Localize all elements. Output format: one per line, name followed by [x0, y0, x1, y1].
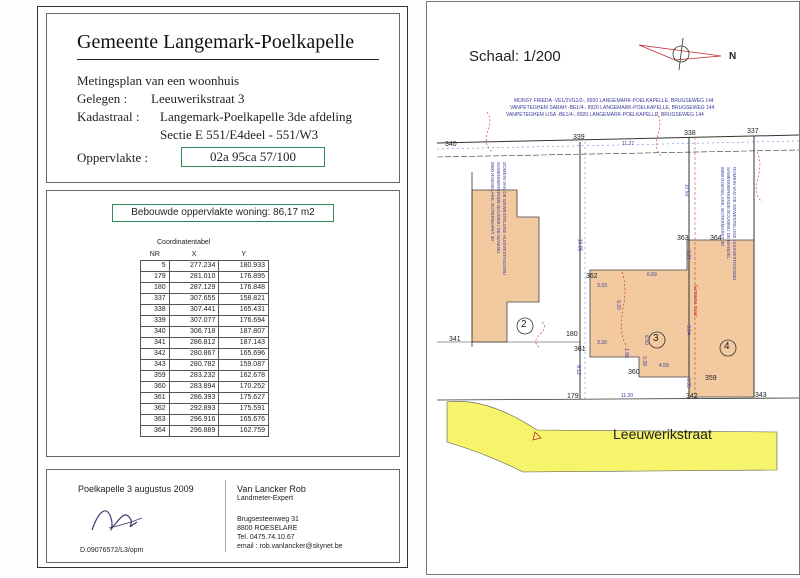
surveyor-name: Van Lancker Rob	[237, 484, 306, 494]
coord-x-cell: 307.441	[169, 305, 219, 316]
table-row	[141, 404, 269, 415]
oppervlakte-value-box: 02a 95ca 57/100	[181, 147, 325, 167]
coord-nr-cell: 363	[141, 415, 170, 426]
coord-y-cell: 175.627	[219, 393, 269, 404]
coord-x-cell: 307.655	[169, 294, 219, 305]
point-341: 341	[449, 336, 461, 343]
owner-line-2: VANPETEGHEM SARAH -BE1/4-, 8920 LANGEMARK-POELKAPELLE, BRUGSEWEG 144	[510, 105, 715, 111]
dim-6-12: 6.12	[574, 365, 581, 375]
table-row	[141, 305, 269, 316]
dim-10-53: 10.53	[683, 183, 690, 197]
coord-nr-cell: 360	[141, 382, 170, 393]
dim-1-88: 1.88	[622, 348, 629, 358]
domain-left-line-1: DOMEIN VAN DE GEWESTELIJKE HUISVESTINGSMIJ	[502, 162, 507, 276]
coord-nr-cell: 343	[141, 360, 170, 371]
coord-header-y: Y	[241, 251, 246, 258]
domain-right-line-3: 8800 ROESELARE, BOTERMARKT 30	[720, 167, 725, 246]
table-box	[46, 190, 400, 457]
coord-nr-cell: 362	[141, 404, 170, 415]
coord-header-nr: NR	[149, 251, 160, 258]
oppervlakte-label: Oppervlakte :	[77, 150, 149, 165]
coord-x-cell: 280.782	[169, 360, 219, 371]
domain-left-text	[489, 162, 507, 276]
coord-x-cell: 286.393	[169, 393, 219, 404]
header-box	[46, 13, 400, 183]
point-360: 360	[628, 369, 640, 376]
right-panel	[426, 1, 800, 575]
coord-x-cell: 292.893	[169, 404, 219, 415]
coord-y-cell: 165.696	[219, 349, 269, 360]
coord-table-body	[141, 261, 269, 437]
coord-x-cell: 283.232	[169, 371, 219, 382]
coord-nr-cell: 5	[141, 261, 170, 272]
dim-11-27: 11.27	[622, 141, 635, 147]
table-row	[141, 261, 269, 272]
title-underline	[77, 59, 379, 60]
coord-y-cell: 162.759	[219, 426, 269, 437]
gelegen-value: Leeuwerikstraat 3	[151, 91, 245, 106]
coord-nr-cell: 341	[141, 338, 170, 349]
surveyor-city: 8800 ROESELARE	[237, 525, 298, 532]
point-362: 362	[586, 273, 598, 280]
coord-table-title: Coordinatentabel	[157, 239, 211, 246]
coord-header-x: X	[191, 251, 197, 258]
coord-nr-cell: 340	[141, 327, 170, 338]
coordinate-table	[140, 250, 269, 437]
dim-6-69: 6.69	[647, 272, 657, 278]
point-363: 363	[677, 235, 689, 242]
domain-left-line-2: SAMENWERKENDE BOUWMIJ DE MANDEL	[496, 162, 501, 255]
coord-x-cell: 307.077	[169, 316, 219, 327]
table-row	[141, 283, 269, 294]
point-179: 179	[567, 393, 579, 400]
coord-x-cell: 280.867	[169, 349, 219, 360]
coord-x-cell: 281.010	[169, 272, 219, 283]
place-date: Poelkapelle 3 augustus 2009	[78, 484, 194, 494]
parcel-number-3: 3	[653, 333, 659, 344]
table-row	[141, 415, 269, 426]
coord-y-cell: 187.807	[219, 327, 269, 338]
coord-y-cell: 165.431	[219, 305, 269, 316]
table-row	[141, 272, 269, 283]
coord-x-cell: 283.894	[169, 382, 219, 393]
coord-y-cell: 176.848	[219, 283, 269, 294]
dim-9-84: 9.84	[684, 325, 691, 335]
surveyor-tel: Tel. 0475.74.10.67	[237, 534, 295, 541]
coord-y-cell: 170.252	[219, 382, 269, 393]
dim-3-95: 3.95	[684, 378, 691, 388]
coord-nr-cell: 364	[141, 426, 170, 437]
coord-y-cell: 176.694	[219, 316, 269, 327]
coord-x-cell: 277.234	[169, 261, 219, 272]
coord-nr-cell: 359	[141, 371, 170, 382]
plan-type: Metingsplan van een woonhuis	[77, 73, 240, 88]
north-label: N	[729, 51, 737, 62]
coord-nr-cell: 342	[141, 349, 170, 360]
reference-code: D.09076572/L3/opm	[80, 547, 144, 554]
point-337: 337	[747, 128, 759, 135]
footer-box	[46, 469, 400, 563]
coord-x-cell: 296.889	[169, 426, 219, 437]
bebouwde-box: Bebouwde oppervlakte woning: 86,17 m2	[112, 204, 334, 222]
dim-6-50: 6.50	[642, 335, 649, 345]
street-name: Leeuwerikstraat	[613, 426, 712, 442]
coord-y-cell: 176.895	[219, 272, 269, 283]
surveyor-title: Landmeter-Expert	[237, 495, 294, 502]
divider-vertical	[225, 480, 226, 552]
dim-3-21: 3.21	[684, 250, 691, 260]
coord-nr-cell: 337	[141, 294, 170, 305]
domain-right-line-2: SAMENWERKENDE BOUWMIJ DE MANDEL	[726, 167, 731, 260]
coord-y-cell: 175.591	[219, 404, 269, 415]
coord-x-cell: 286.812	[169, 338, 219, 349]
dim-11-20: 11.20	[621, 393, 634, 399]
table-row	[141, 371, 269, 382]
shared-wall-label: Gemene muur	[691, 285, 698, 317]
surveyor-email: email : rob.vanlancker@skynet.be	[237, 543, 343, 550]
dim-3-30: 3.30	[597, 340, 607, 346]
coord-x-cell: 296.916	[169, 415, 219, 426]
kadastraal-value: Langemark-Poelkapelle 3de afdeling	[160, 109, 353, 124]
street-area	[447, 401, 777, 472]
coord-y-cell: 159.087	[219, 360, 269, 371]
coord-y-cell: 180.933	[219, 261, 269, 272]
dim-4-59: 4.59	[659, 363, 669, 369]
point-180: 180	[566, 331, 578, 338]
dim-10-05: 10.05	[576, 238, 583, 252]
coord-y-cell: 165.676	[219, 415, 269, 426]
parcel-number-4: 4	[724, 341, 730, 352]
scale-label: Schaal: 1/200	[469, 48, 561, 65]
point-343: 343	[755, 392, 767, 399]
point-361: 361	[574, 346, 586, 353]
coord-nr-cell: 339	[141, 316, 170, 327]
table-row	[141, 349, 269, 360]
sectie-value: Sectie E 551/E4deel - 551/W3	[160, 127, 319, 142]
point-359: 359	[705, 375, 717, 382]
coord-y-cell: 158.821	[219, 294, 269, 305]
table-row	[141, 393, 269, 404]
coord-nr-cell: 180	[141, 283, 170, 294]
table-row	[141, 426, 269, 437]
coord-nr-cell: 361	[141, 393, 170, 404]
gelegen-label: Gelegen :	[77, 91, 128, 106]
table-row	[141, 382, 269, 393]
coord-y-cell: 187.143	[219, 338, 269, 349]
coord-nr-cell: 179	[141, 272, 170, 283]
kadastraal-label: Kadastraal :	[77, 109, 140, 124]
coord-x-cell: 287.129	[169, 283, 219, 294]
table-row	[141, 338, 269, 349]
signature-image	[87, 500, 147, 540]
owner-line-1: MONSY FRIEDA -VE1/2VG1/2-, 8920 LANGEMARK-POELKAPELLE, BRUGSEWEG 144	[514, 98, 714, 104]
point-342: 342	[686, 393, 698, 400]
site-plan-drawing	[427, 2, 799, 574]
left-panel	[37, 6, 408, 568]
dim-3-33: 3.33	[597, 283, 607, 289]
point-340: 340	[445, 141, 457, 148]
point-364: 364	[710, 235, 722, 242]
coord-nr-cell: 338	[141, 305, 170, 316]
point-339: 339	[573, 134, 585, 141]
point-338: 338	[684, 130, 696, 137]
dim-9-20: 9.20	[614, 300, 621, 310]
table-row	[141, 360, 269, 371]
municipality-title: Gemeente Langemark-Poelkapelle	[77, 31, 355, 53]
owner-line-3: VANPETEGHEM LISA -BE1/4-, 8920 LANGEMARK-POELKAPELLE, BRUGSEWEG 144	[506, 112, 704, 118]
domain-right-text	[719, 167, 737, 281]
table-row	[141, 316, 269, 327]
coord-y-cell: 162.678	[219, 371, 269, 382]
coord-x-cell: 306.718	[169, 327, 219, 338]
dim-0-39: 0.39	[640, 356, 647, 366]
domain-right-line-1: DOMEIN VAN DE GEWESTELIJKE HUISVESTINGSMIJ	[732, 167, 737, 281]
table-row	[141, 327, 269, 338]
table-row	[141, 294, 269, 305]
surveyor-street: Brugsesteenweg 31	[237, 516, 299, 523]
domain-left-line-3: 8800 ROESELARE, BOTERMARKT 30	[490, 162, 495, 241]
parcel-number-2: 2	[521, 319, 527, 330]
